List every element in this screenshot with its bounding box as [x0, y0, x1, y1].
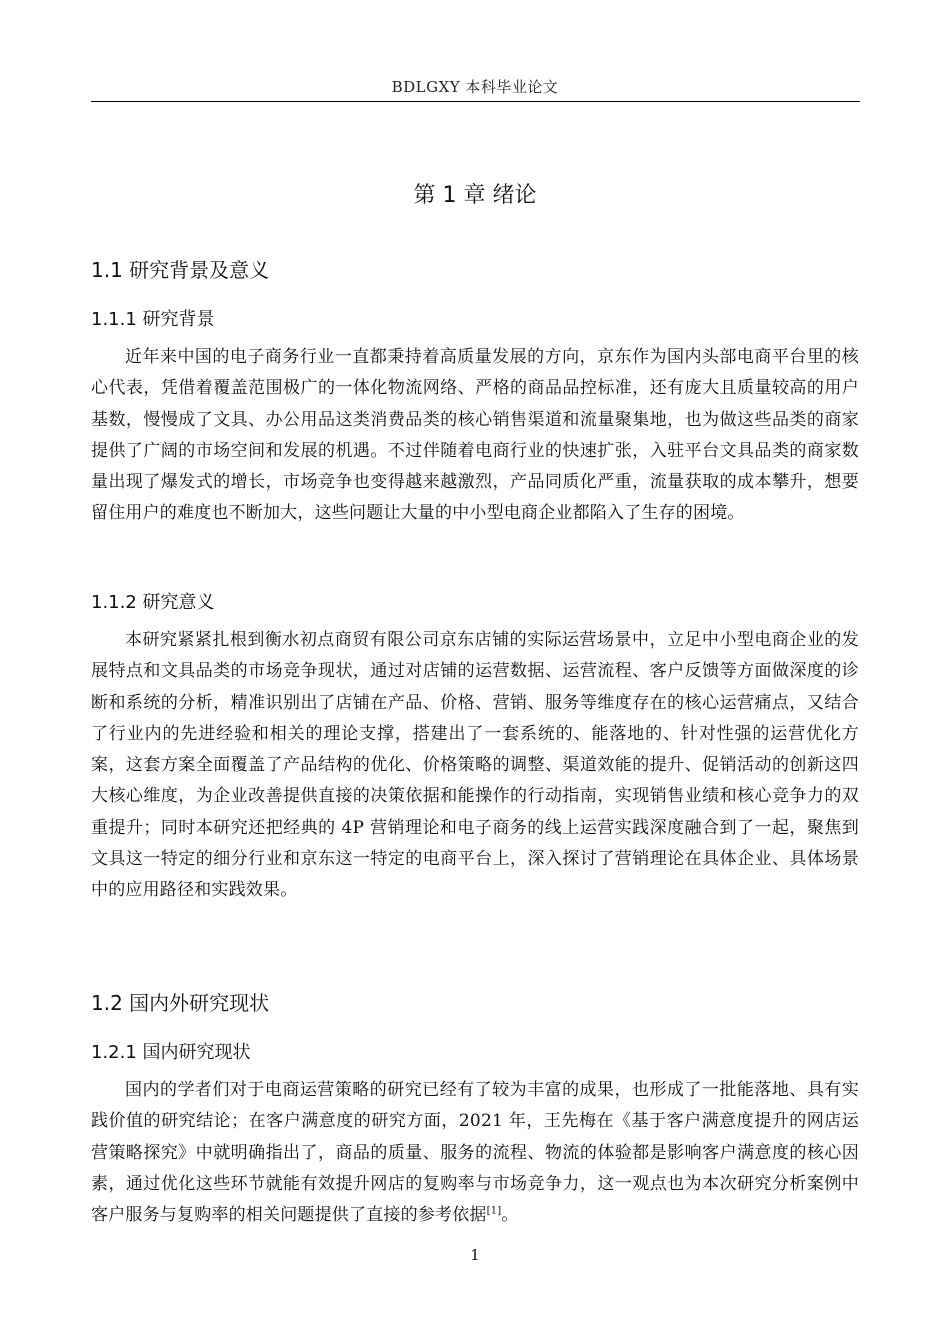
section-heading-1-2: 1.2 国内外研究现状 [91, 991, 270, 1015]
subsection-heading-1-1-1: 1.1.1 研究背景 [91, 309, 215, 330]
paragraph-domestic-research-text: 国内的学者们对于电商运营策略的研究已经有了较为丰富的成果，也形成了一批能落地、具有实践价值的研究结论；在客户满意度的研究方面，2021 年，王先梅在《基于客户满意度提升的网店运营策略探究》中就明确指出了，商品的质量、服务的流程、物流的体验都是影响客户满意度的核心因素，通过优化这些环节就能有效提升网店的复购率与市场竞争力，这一观点也为本次研究分析案例中客户服务与复购率的相关问题提供了直接的参考依据 [91, 1080, 859, 1226]
citation-reference[interactable]: [1] [486, 1205, 502, 1217]
page-number: 1 [470, 1246, 480, 1264]
paragraph-domestic-research [91, 1075, 859, 1231]
chapter-title: 第 1 章 绪论 [413, 183, 537, 208]
running-header: BDLGXY 本科毕业论文 [391, 78, 559, 96]
subsection-heading-1-1-2: 1.1.2 研究意义 [91, 592, 215, 613]
paragraph-research-significance: 本研究紧紧扎根到衡水初点商贸有限公司京东店铺的实际运营场景中，立足中小型电商企业的发展特点和文具品类的市场竞争现状，通过对店铺的运营数据、运营流程、客户反馈等方面做深度的诊断和系统的分析，精准识别出了店铺在产品、价格、营销、服务等维度存在的核心运营痛点，又结合了行业内的先进经验和相关的理论支撑，搭建出了一套系统的、能落地的、针对性强的运营优化方案，这套方案全面覆盖了产品结构的优化、价格策略的调整、渠道效能的提升、促销活动的创新这四大核心维度，为企业改善提供直接的决策依据和能操作的行动指南，实现销售业绩和核心竞争力的双重提升；同时本研究还把经典的 4P 营销理论和电子商务的线上运营实践深度融合到了一起，聚焦到文具这一特定的细分行业和京东这一特定的电商平台上，深入探讨了营销理论在具体企业、具体场景中的应用路径和实践效果。 [91, 630, 859, 901]
paragraph-ending: 。 [501, 1205, 519, 1226]
subsection-heading-1-2-1: 1.2.1 国内研究现状 [91, 1042, 251, 1063]
section-heading-1-1: 1.1 研究背景及意义 [91, 258, 270, 282]
header-divider [91, 101, 860, 102]
paragraph-research-background: 近年来中国的电子商务行业一直都秉持着高质量发展的方向，京东作为国内头部电商平台里的核心代表，凭借着覆盖范围极广的一体化物流网络、严格的商品品控标准，还有庞大且质量较高的用户基数，慢慢成了文具、办公用品这类消费品类的核心销售渠道和流量聚集地，也为做这些品类的商家提供了广阔的市场空间和发展的机遇。不过伴随着电商行业的快速扩张，入驻平台文具品类的商家数量出现了爆发式的增长，市场竞争也变得越来越激烈，产品同质化严重，流量获取的成本攀升，想要留住用户的难度也不断加大，这些问题让大量的中小型电商企业都陷入了生存的困境。 [91, 347, 859, 524]
